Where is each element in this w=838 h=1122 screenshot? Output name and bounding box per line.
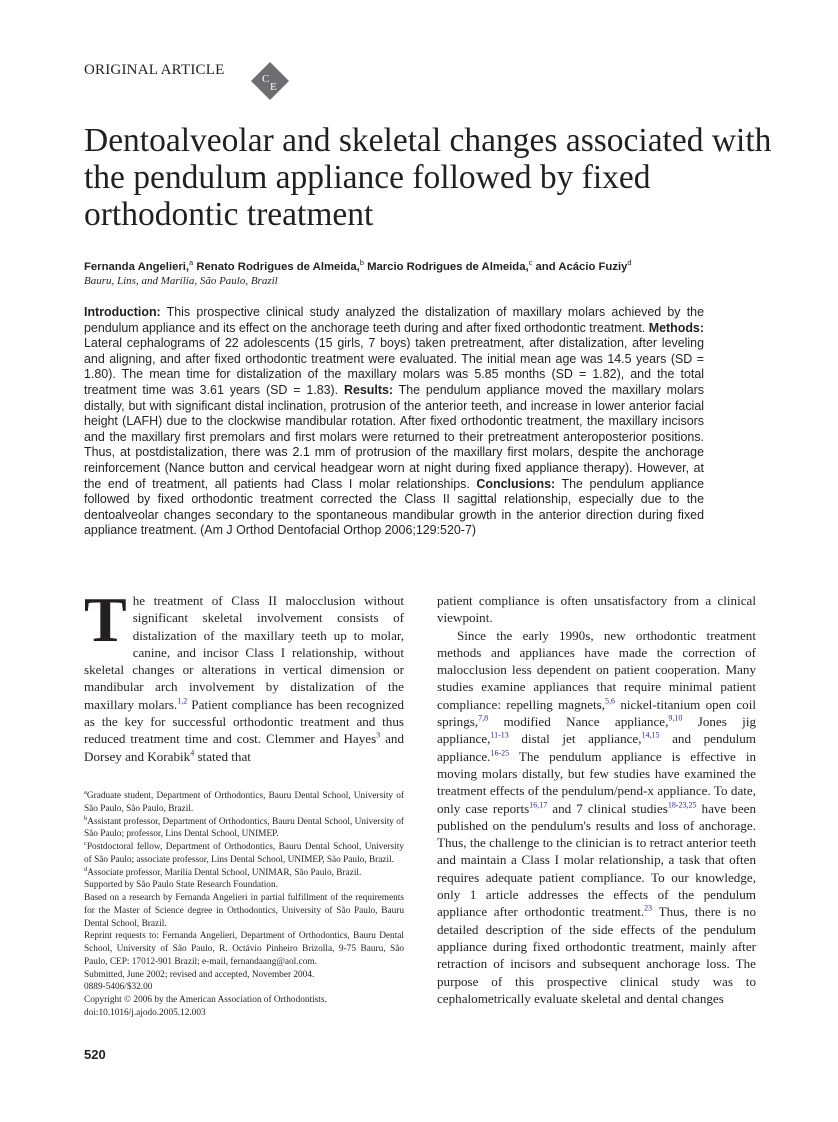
body-text: nickel-titanium open coil springs, bbox=[437, 696, 756, 730]
body-text: modified Nance appliance, bbox=[488, 714, 669, 730]
body-text: stated that bbox=[194, 748, 251, 764]
author-affiliation-mark: a bbox=[189, 258, 194, 267]
citation-ref: 3 bbox=[376, 731, 381, 741]
citation-ref: 16,17 bbox=[529, 800, 548, 810]
body-text: and Dorsey and Korabik bbox=[84, 731, 404, 764]
abstract-section-label: Introduction: bbox=[84, 305, 161, 319]
abstract-section-label: Methods: bbox=[648, 320, 704, 335]
footnote-mark: a bbox=[84, 788, 87, 796]
footnote-text: Associate professor, Marilia Dental School, UNIMAR, São Paulo, Brazil. bbox=[87, 867, 362, 878]
author-affiliation-mark: d bbox=[627, 258, 632, 267]
body-text: Jones jig appliance, bbox=[437, 714, 757, 747]
citation-ref: 14,15 bbox=[641, 731, 660, 741]
body-column-left bbox=[84, 584, 404, 765]
abstract-section-label: Results: bbox=[343, 382, 394, 397]
body-text: Since the early 1990s, new orthodontic treatment methods and appliances have made the correction of malocclusion less dependent on patient cooperation. Many studies examine appliances that require minimal patient compliance: repelling magnets, bbox=[437, 627, 756, 712]
citation-ref: 16-25 bbox=[490, 748, 510, 758]
article-title: Dentoalveolar and skeletal changes associated with the pendulum appliance followed by fixed orthodontic treatment bbox=[84, 122, 772, 233]
footnote bbox=[84, 930, 404, 968]
section-label: ORIGINAL ARTICLE bbox=[84, 62, 225, 78]
footnote-text: Submitted, June 2002; revised and accepted, November 2004. bbox=[84, 969, 315, 980]
footnote-mark: d bbox=[84, 865, 88, 873]
footnote-text: Graduate student, Department of Orthodontics, Bauru Dental School, University of São Paulo, São Paulo, Brazil. bbox=[84, 791, 404, 814]
author-name: and Acácio Fuziy bbox=[532, 260, 628, 273]
author-location: Bauru, Lins, and Marília, São Paulo, Brazil bbox=[84, 275, 278, 287]
citation-ref: 11-13 bbox=[490, 731, 509, 741]
citation-ref: 18-23,25 bbox=[667, 800, 697, 810]
footnote bbox=[84, 841, 404, 867]
paragraph bbox=[84, 584, 404, 765]
abstract-section-text: This prospective clinical study analyzed the distalization of maxillary molars achieved by the pendulum appliance and its effect on the anchorage teeth during and after fixed orthodontic treatment. bbox=[84, 305, 704, 335]
footnote-mark: b bbox=[84, 814, 88, 822]
citation-ref: 23 bbox=[644, 903, 653, 913]
body-text: he treatment of Class II malocclusion without significant skeletal involvement consists of distalization of the maxillary teeth up to molar, canine, and incisor Class I relationship, without skeletal changes or alterations in vertical dimension or mandibular arch involvement by distalization of the maxillary molars. bbox=[84, 593, 404, 712]
body-column-right bbox=[437, 592, 756, 1007]
author-affiliation-mark: c bbox=[528, 258, 533, 267]
footnote bbox=[84, 1007, 404, 1020]
abstract-section-text: The pendulum appliance followed by fixed orthodontic treatment corrected the Class II sagittal relationship, especially due to the dentoalveolar changes secondary to the spontaneous mandibular growth in the anterior direction during fixed appliance treatment. (Am J Orthod Dentofacial Orthop 2006;129:520-7) bbox=[84, 476, 704, 538]
footnote bbox=[84, 816, 404, 842]
footnote-text: Reprint requests to: Fernanda Angelieri, Department of Orthodontics, Bauru Dental School, University of São Paulo, R. Octávio Pinheiro Brizolla, 9-75 Bauru, São Paulo, CEP: 17012-901 Brazil; e-mail, fernandaang@aol.com. bbox=[84, 931, 404, 967]
citation-ref: 9,10 bbox=[668, 713, 683, 723]
body-text: distal jet appliance, bbox=[508, 731, 642, 747]
body-text: Patient compliance has been recognized as the key for successful orthodontic treatment and thus reduced treatment time and cost. Clemmer and Hayes bbox=[84, 696, 404, 747]
ce-logo bbox=[251, 62, 289, 100]
footnotes bbox=[84, 790, 404, 1020]
body-text: The pendulum appliance is effective in moving molars distally, but few studies have examined the treatment effects of the pendulum/pend-x appliance. To date, only case reports bbox=[437, 748, 756, 816]
body-text: Thus, there is no detailed description of the side effects of the pendulum appliance during fixed orthodontic treatment, mainly after retraction of incisors and subsequent anchorage loss. The purpose of this prospective clinical study was to cephalometrically evaluate skeletal and dental changes bbox=[437, 904, 756, 1006]
author-name: Fernanda Angelieri, bbox=[84, 260, 190, 273]
footnote-text: Postdoctoral fellow, Department of Orthodontics, Bauru Dental School, University of São Paulo; associate professor, Lins Dental School, UNIMEP, São Paulo, Brazil. bbox=[84, 842, 404, 865]
body-text: and pendulum appliance. bbox=[437, 731, 756, 764]
footnote-text: Based on a research by Fernanda Angelieri in partial fulfillment of the requirements for the Master of Science degree in Orthodontics, University of São Paulo, Bauru Dental School, Brazil. bbox=[84, 893, 404, 929]
paragraph bbox=[437, 627, 756, 1008]
footnote bbox=[84, 994, 404, 1007]
citation-ref: 5,6 bbox=[605, 696, 616, 706]
drop-cap: T bbox=[84, 584, 127, 655]
footnote bbox=[84, 969, 404, 982]
body-text: have been published on the pendulum's results and loss of anchorage. Thus, the challenge to the clinician is to retract anterior teeth and maintain a Class I molar relationship, a task that often requires adequate patient compliance. To our knowledge, only 1 article addresses the effects of the pendulum appliance after orthodontic treatment. bbox=[437, 800, 757, 920]
abstract-section-text: The pendulum appliance moved the maxillary molars distally, but with significant distal inclination, protrusion of the anterior teeth, and increase in lower anterior facial height (LAFH) due to the clockwise mandibular rotation. After fixed orthodontic treatment, the maxillary incisors and the maxillary first premolars and first molars were returned to their pretreatment anteroposterior positions. Thus, at postdistalization, there was 2.1 mm of protrusion of the maxillary first molars, despite the anchorage reinforcement (Nance button and cervical headgear worn at night during fixed appliance therapy). However, at the end of treatment, all patients had Class I molar relationships. bbox=[84, 382, 704, 491]
abstract bbox=[84, 305, 704, 539]
footnote-text: Copyright © 2006 by the American Association of Orthodontists. bbox=[84, 995, 327, 1005]
author-name: Renato Rodrigues de Almeida, bbox=[193, 260, 360, 273]
abstract-section-label: Conclusions: bbox=[476, 476, 556, 491]
footnote bbox=[84, 879, 404, 892]
paragraph bbox=[437, 592, 756, 627]
footnote-text: 0889-5406/$32.00 bbox=[84, 982, 153, 993]
svg-text:E: E bbox=[270, 81, 277, 93]
citation-ref: 1,2 bbox=[177, 696, 188, 706]
footnote bbox=[84, 981, 404, 994]
footnote bbox=[84, 790, 404, 816]
author-name: Marcio Rodrigues de Almeida, bbox=[363, 260, 529, 273]
footnote bbox=[84, 867, 404, 880]
body-text: and 7 clinical studies bbox=[547, 800, 668, 816]
footnote-text: Supported by São Paulo State Research Foundation. bbox=[84, 880, 278, 891]
body-text: patient compliance is often unsatisfactory from a clinical viewpoint. bbox=[437, 593, 756, 626]
author-list bbox=[84, 258, 764, 273]
page-number: 520 bbox=[84, 1047, 106, 1062]
footnote-mark: c bbox=[84, 839, 87, 847]
citation-ref: 4 bbox=[190, 748, 195, 758]
abstract-section-text: Lateral cephalograms of 22 adolescents (15 girls, 7 boys) taken pretreatment, after distalization, after leveling and aligning, and after fixed orthodontic treatment were evaluated. The initial mean age was 14.5 years (SD = 1.80). The mean time for distalization of the maxillary molars was 5.85 months (SD = 1.82), and the total treatment time was 3.61 years (SD = 1.83). bbox=[84, 336, 704, 397]
svg-text:C: C bbox=[262, 73, 270, 85]
footnote-text: doi:10.1016/j.ajodo.2005.12.003 bbox=[84, 1007, 206, 1018]
author-affiliation-mark: b bbox=[359, 258, 364, 267]
footnote bbox=[84, 892, 404, 930]
citation-ref: 7,8 bbox=[478, 713, 489, 723]
footnote-text: Assistant professor, Department of Orthodontics, Bauru Dental School, University of São Paulo; professor, Lins Dental School, UNIMEP. bbox=[84, 816, 404, 840]
